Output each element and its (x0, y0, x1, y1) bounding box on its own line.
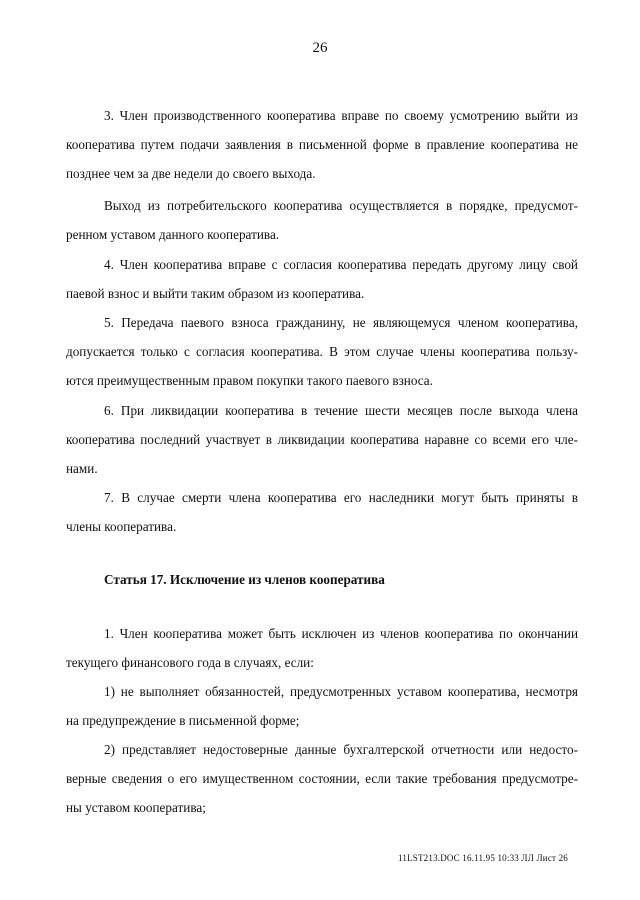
text-line: кооператива последний участвует в ликвидации кооператива наравне со всеми его чле- (66, 432, 578, 447)
text-line: Выход из потребительского кооператива осуществляется в порядке, предусмот- (104, 198, 578, 213)
text-line: позднее чем за две недели до своего выхода. (66, 166, 316, 181)
text-line: на предупреждение в письменной форме; (66, 713, 300, 728)
text-line: 1. Член кооператива может быть исключен из членов кооператива по окончании (104, 626, 578, 641)
article-17-heading: Статья 17. Исключение из членов кооператива (104, 572, 385, 587)
page-number: 26 (312, 40, 328, 56)
paragraph-6 (66, 396, 578, 483)
article-17-paragraph-1 (66, 619, 578, 677)
text-line: ны уставом кооператива; (66, 800, 206, 815)
text-line: допускается только с согласия кооператива. В этом случае члены кооператива пользу- (66, 344, 578, 359)
paragraph-3 (66, 101, 578, 188)
text-line: 4. Член кооператива вправе с согласия кооператива передать другому лицу свой (104, 257, 578, 272)
text-line: 7. В случае смерти члена кооператива его наследники могут быть приняты в (104, 490, 578, 505)
text-line: кооператива путем подачи заявления в письменной форме в правление кооператива не (66, 137, 578, 152)
text-line: члены кооператива. (66, 519, 177, 534)
text-line: ренном уставом данного кооператива. (66, 227, 280, 242)
text-line: ются преимущественным правом покупки такого паевого взноса. (66, 373, 433, 388)
paragraph-7 (66, 483, 578, 541)
text-line: 6. При ликвидации кооператива в течение шести месяцев после выхода члена (104, 403, 578, 418)
text-line: 1) не выполняет обязанностей, предусмотренных уставом кооператива, несмотря (104, 684, 578, 699)
paragraph-4 (66, 250, 578, 308)
paragraph-consumer-exit (66, 191, 578, 249)
text-line: верные сведения о его имущественном состоянии, если такие требования предусмотре- (66, 771, 578, 786)
article-17-item-2 (66, 735, 578, 822)
text-line: 5. Передача паевого взноса гражданину, не являющемуся членом кооператива, (104, 315, 578, 330)
text-line: текущего финансового года в случаях, если: (66, 655, 314, 670)
text-line: 2) представляет недостоверные данные бухгалтерской отчетности или недосто- (104, 742, 578, 757)
text-line: паевой взнос и выйти таким образом из кооператива. (66, 286, 365, 301)
text-line: 3. Член производственного кооператива вправе по своему усмотрению выйти из (104, 108, 578, 123)
text-line: нами. (66, 461, 98, 476)
document-footer: 11LST213.DOC 16.11.95 10:33 ЛЛ Лист 26 (398, 853, 568, 863)
article-17-item-1 (66, 677, 578, 735)
paragraph-5 (66, 308, 578, 395)
